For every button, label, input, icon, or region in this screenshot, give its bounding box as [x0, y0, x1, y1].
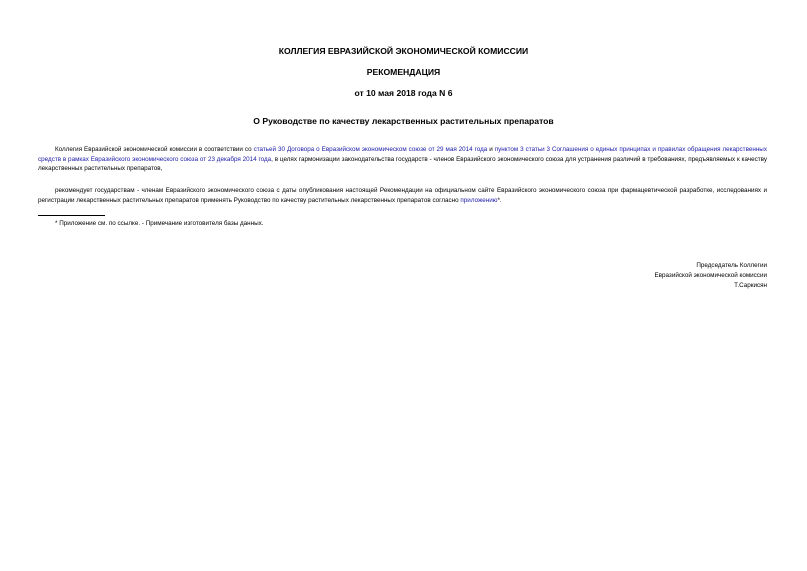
recommendation-text-1: рекомендует государствам - членам Евразийского экономического союза с даты опубликования настоящей Рекомендации на официальном сайте Евразийского экономического союза при фармацевтической разработке, исследованиях и регистрации лекарственных растительных препаратов применять Руководство по качеству растительных лекарственных препаратов согласно — [38, 187, 767, 204]
annex-link[interactable]: приложению — [460, 196, 498, 204]
preamble-text-2: и — [487, 146, 495, 153]
preamble-paragraph — [38, 145, 767, 174]
preamble-text-3: , в целях гармонизации законодательства государств - членов Евразийского экономического союза для устранения различий в требованиях, предъявляемых к качеству лекарственных растительных препаратов, — [38, 155, 767, 173]
recommendation-text-2: *. — [497, 196, 502, 204]
signature-block — [654, 261, 767, 292]
footnote-separator — [38, 215, 105, 216]
preamble-text-1: Коллегия Евразийской экономической комиссии в соответствии со — [55, 146, 254, 153]
treaty-article-30-link[interactable]: статьей 30 Договора о Евразийском экономическом союзе от 29 мая 2014 года — [253, 146, 488, 153]
doc-type-title: РЕКОМЕНДАЦИЯ — [366, 67, 441, 77]
doc-date-number: от 10 мая 2018 года N 6 — [354, 88, 453, 98]
recommendation-paragraph — [38, 186, 767, 205]
signature-position: Председатель Коллегии — [696, 262, 767, 269]
footnote: * Приложение см. по ссылке. - Примечание изготовителя базы данных. — [55, 220, 264, 227]
agreement-article-3-link[interactable]: пунктом 3 статьи 3 Соглашения о единых принципах и правилах обращения лекарственных средств в рамках Евразийского экономического союза от 23 декабря 2014 года — [38, 146, 767, 163]
org-title: КОЛЛЕГИЯ ЕВРАЗИЙСКОЙ ЭКОНОМИЧЕСКОЙ КОМИССИИ — [278, 46, 529, 56]
doc-subject: О Руководстве по качеству лекарственных растительных препаратов — [253, 116, 554, 126]
signature-organization: Евразийской экономической комиссии — [654, 272, 767, 280]
signature-name: Т.Саркисян — [734, 282, 767, 290]
